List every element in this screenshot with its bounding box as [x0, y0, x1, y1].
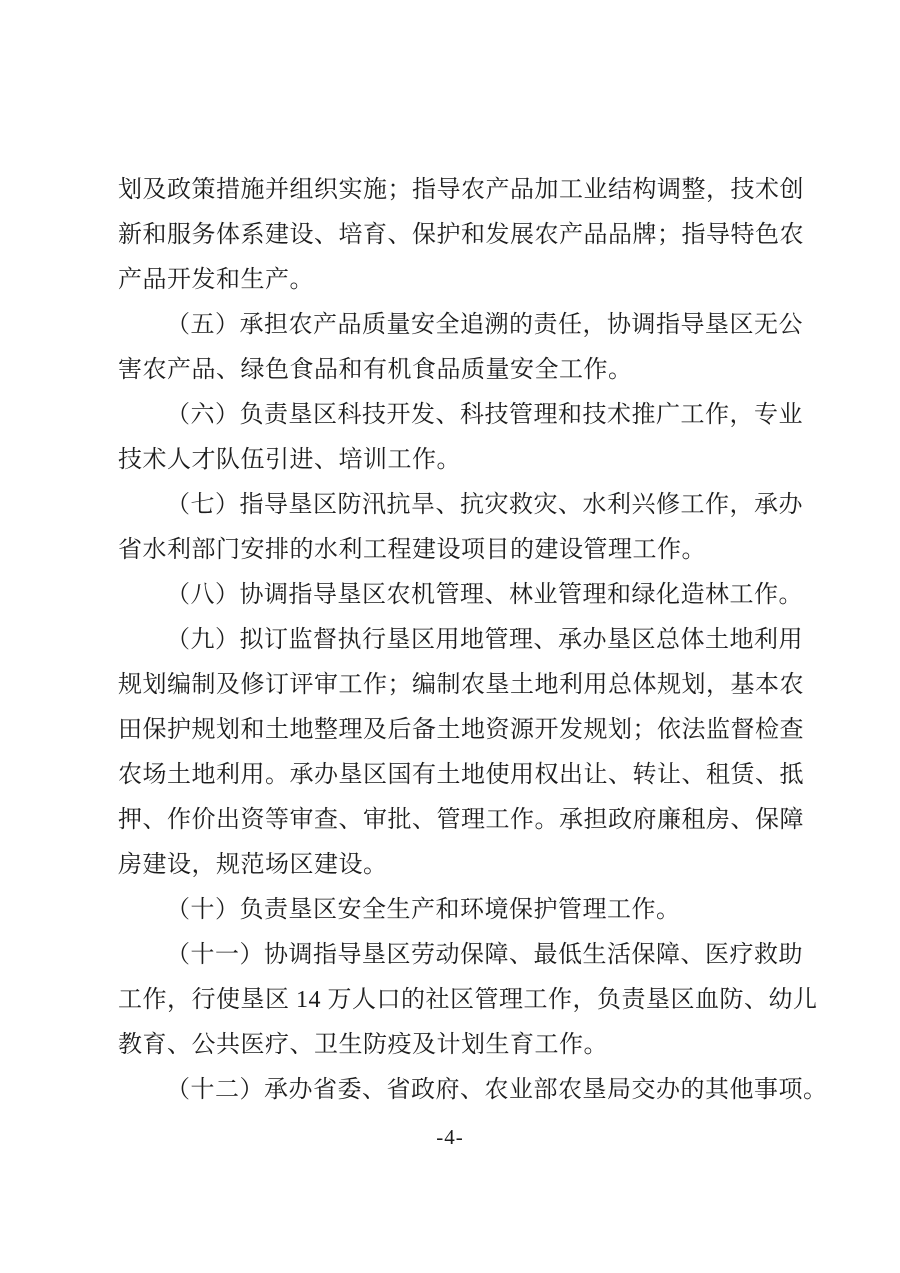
document-body — [118, 168, 828, 1113]
text-line: （五）承担农产品质量安全追溯的责任，协调指导垦区无公 — [166, 312, 803, 338]
text-line: 规划编制及修订评审工作；编制农垦土地利用总体规划，基本农 — [118, 672, 804, 698]
text-line: 田保护规划和土地整理及后备土地资源开发规划；依法监督检查 — [118, 717, 804, 743]
text-line: 新和服务体系建设、培育、保护和发展农产品品牌；指导特色农 — [118, 222, 804, 248]
text-line: （十二）承办省委、省政府、农业部农垦局交办的其他事项。 — [166, 1077, 828, 1103]
text-line: （九）拟订监督执行垦区用地管理、承办垦区总体土地利用 — [166, 627, 803, 653]
text-line: 害农产品、绿色食品和有机食品质量安全工作。 — [118, 357, 633, 383]
text-line: （八）协调指导垦区农机管理、林业管理和绿化造林工作。 — [166, 582, 803, 608]
page-number: -4- — [436, 1125, 464, 1149]
text-line: （七）指导垦区防汛抗旱、抗灾救灾、水利兴修工作，承办 — [166, 492, 803, 518]
text-line: 省水利部门安排的水利工程建设项目的建设管理工作。 — [118, 537, 706, 563]
text-line: 教育、公共医疗、卫生防疫及计划生育工作。 — [118, 1032, 608, 1058]
text-line: （十）负责垦区安全生产和环境保护管理工作。 — [166, 897, 681, 923]
text-line: （十一）协调指导垦区劳动保障、最低生活保障、医疗救助 — [166, 942, 803, 968]
text-line: 押、作价出资等审查、审批、管理工作。承担政府廉租房、保障 — [118, 807, 804, 833]
text-line: （六）负责垦区科技开发、科技管理和技术推广工作，专业 — [166, 402, 803, 428]
text-line: 技术人才队伍引进、培训工作。 — [118, 447, 461, 473]
text-line: 工作，行使垦区 14 万人口的社区管理工作，负责垦区血防、幼儿 — [118, 987, 818, 1013]
text-line: 农场土地利用。承办垦区国有土地使用权出让、转让、租赁、抵 — [118, 762, 804, 788]
text-line: 产品开发和生产。 — [118, 267, 314, 293]
text-line: 房建设，规范场区建设。 — [118, 852, 388, 878]
text-line: 划及政策措施并组织实施；指导农产品加工业结构调整，技术创 — [118, 177, 804, 203]
